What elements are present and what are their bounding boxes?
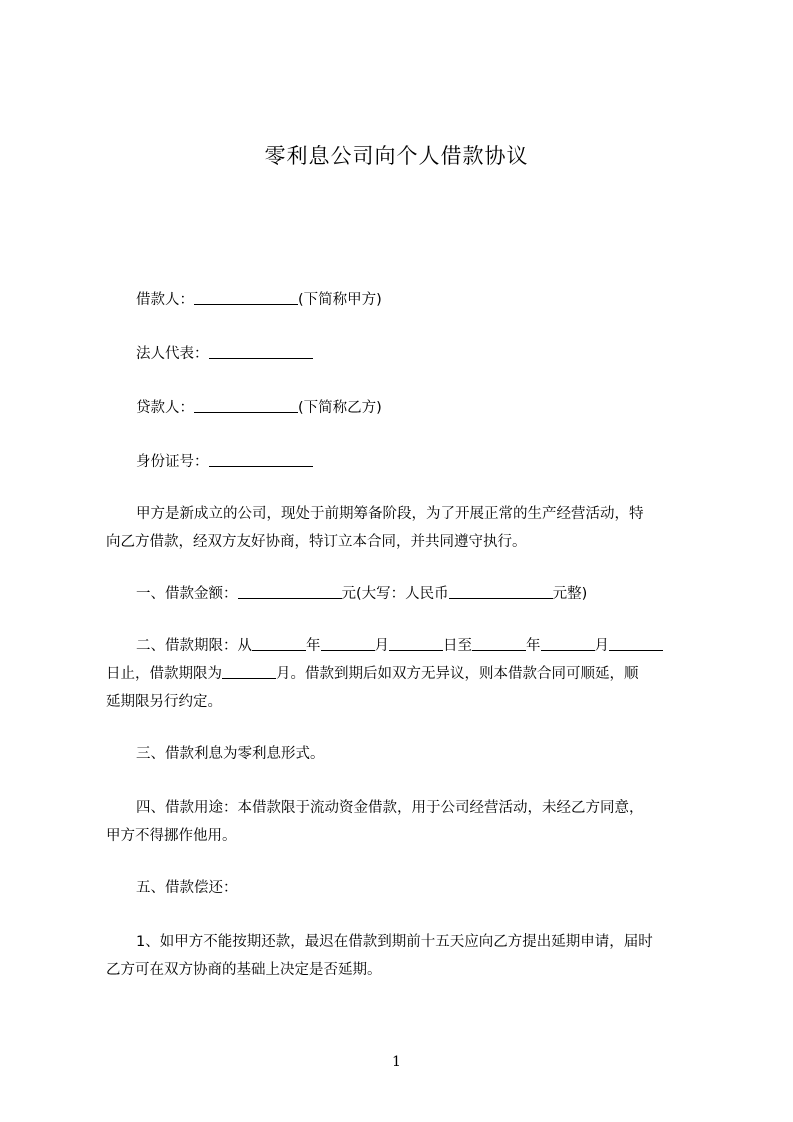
lender-label: 贷款人： (136, 400, 194, 416)
legal-rep-blank[interactable] (209, 344, 313, 359)
clause-4-line-2: 甲方不得挪作他用。 (106, 828, 237, 844)
clause-1-prefix: 一、借款金额： (136, 586, 238, 602)
clause-1-amount (106, 580, 736, 608)
clause-4-line-1: 四、借款用途：本借款限于流动资金借款，用于公司经营活动，未经乙方同意， (136, 800, 644, 816)
intro-paragraph (106, 500, 706, 556)
intro-line-2: 向乙方借款，经双方友好协商，特订立本合同，并共同遵守执行。 (106, 534, 527, 550)
term-label: 日止，借款期限为 (106, 666, 222, 682)
start-day-blank[interactable] (389, 636, 443, 651)
borrower-note: (下简称甲方) (298, 292, 382, 308)
id-label: 身份证号： (136, 454, 209, 470)
clause-5-1 (106, 928, 706, 984)
amount-words-blank[interactable] (449, 584, 553, 599)
clause-4-purpose (106, 794, 706, 850)
year-label: 年 (306, 638, 321, 654)
clause-5-1-line-2: 乙方可在双方协商的基础上决定是否延期。 (106, 962, 382, 978)
end-year-blank[interactable] (472, 636, 526, 651)
start-year-blank[interactable] (252, 636, 306, 651)
id-number-field (106, 448, 736, 476)
borrower-blank[interactable] (194, 290, 298, 305)
borrower-field (106, 286, 736, 314)
clause-2-term (106, 632, 706, 716)
page-number: 1 (392, 1054, 401, 1070)
clause-2-prefix: 二、借款期限：从 (136, 638, 252, 654)
legal-rep-label: 法人代表： (136, 346, 209, 362)
year-label: 年 (526, 638, 541, 654)
month-label: 月 (594, 638, 609, 654)
clause-5-1-line-1: 1、如甲方不能按期还款，最迟在借款到期前十五天应向乙方提出延期申请，届时 (136, 934, 653, 950)
id-blank[interactable] (209, 452, 313, 467)
amount-blank[interactable] (238, 584, 342, 599)
start-month-blank[interactable] (321, 636, 375, 651)
term-months-blank[interactable] (222, 664, 276, 679)
lender-blank[interactable] (194, 398, 298, 413)
clause-2-line-2 (106, 660, 706, 688)
intro-line-1: 甲方是新成立的公司，现处于前期筹备阶段，为了开展正常的生产经营活动，特 (136, 506, 644, 522)
clause-2-line-1 (106, 632, 706, 660)
extension-text: 月。借款到期后如双方无异议，则本借款合同可顺延，顺 (276, 666, 639, 682)
document-title: 零利息公司向个人借款协议 (264, 144, 529, 168)
end-day-blank[interactable] (609, 636, 663, 651)
borrower-label: 借款人： (136, 292, 194, 308)
clause-1-mid: 元(大写：人民币 (341, 586, 449, 602)
day-to-label: 日至 (443, 638, 472, 654)
month-label: 月 (374, 638, 389, 654)
end-month-blank[interactable] (541, 636, 595, 651)
clause-1-suffix: 元整) (552, 586, 588, 602)
lender-note: (下简称乙方) (298, 400, 382, 416)
legal-rep-field (106, 340, 736, 368)
lender-field (106, 394, 736, 422)
clause-5-repayment: 五、借款偿还： (136, 880, 238, 896)
clause-3-interest: 三、借款利息为零利息形式。 (136, 746, 325, 762)
clause-2-line-3: 延期限另行约定。 (106, 694, 222, 710)
